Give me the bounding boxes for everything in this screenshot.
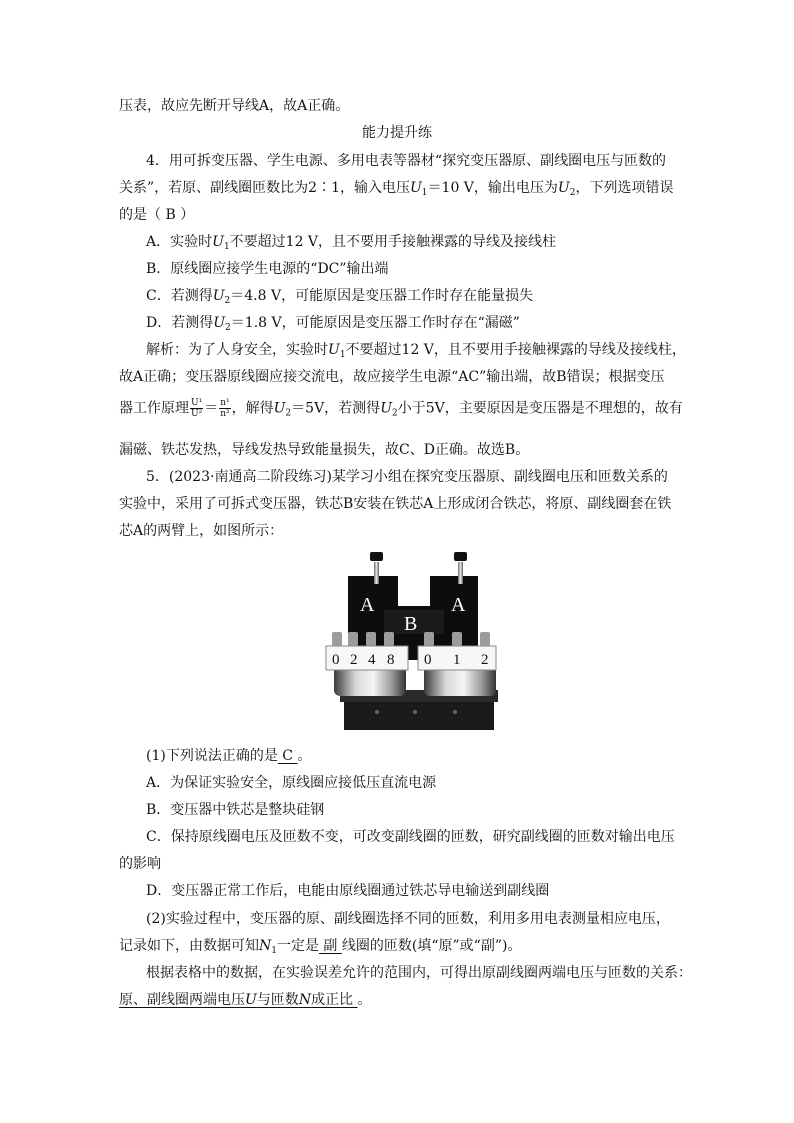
fraction-n: $\frac{\text{n¹}}{\text{n²}}$	[220, 398, 230, 419]
scale-number: 0	[332, 652, 340, 668]
core-label-b: B	[404, 613, 418, 635]
knob-icon	[454, 552, 467, 561]
question-4-line-2: 关系”，若原、副线圈匝数比为2∶1，输入电压$U_1=10$ V，输出电压为$U_2$，下列选项错误	[119, 180, 674, 198]
question-5-line-3: 芯A的两臂上，如图所示：	[119, 523, 284, 539]
section-heading: 能力提升练	[362, 125, 432, 141]
question-5-line-2: 实验中，采用了可拆式变压器，铁芯B安装在铁芯A上形成闭合铁芯，将原、副线圈套在铁	[119, 496, 672, 512]
transformer-figure	[320, 548, 500, 734]
question-4-line-3: 的是（ B ）	[119, 207, 195, 223]
scale-number: 1	[453, 652, 461, 668]
fraction-u: $\frac{\text{U¹}}{\text{U²}}$	[191, 398, 203, 419]
sub-option-c-line-2: 的影响	[119, 856, 161, 872]
analysis-line-1: 解析：为了人身安全，实验时$U_1$不要超过12 V，且不要用手接触裸露的导线及接线柱，	[146, 342, 686, 360]
scale-number: 2	[481, 652, 489, 668]
core-label-a-left: A	[360, 594, 375, 616]
sub-question-2-line-3: 根据表格中的数据，在实验误差允许的范围内，可得出原副线圈两端电压与匝数的关系：	[146, 965, 692, 981]
analysis-line-3: 器工作原理 $\frac{\text{U¹}}{\text{U²}}$ ＝ $\frac{\text{n¹}}{\text{n²}}$ ，解得$U_2=5V$，若测得$U_2$小于5V，主要原因是变压器是不理想的，故有	[119, 398, 683, 419]
knob-icon	[370, 552, 383, 561]
question-5-line-1: 5．(2023·南通高二阶段练习)某学习小组在探究变压器原、副线圈电压和匝数关系的	[146, 469, 668, 485]
scale-number: 2	[350, 652, 358, 668]
analysis-line-4: 漏磁、铁芯发热，导线发热导致能量损失，故C、D正确。故选B。	[119, 442, 530, 458]
sub-option-d: D．变压器正常工作后，电能由原线圈通过铁芯导电输送到副线圈	[146, 883, 550, 899]
sub-option-b: B．变压器中铁芯是整块硅钢	[146, 802, 325, 818]
sub-question-2-line-1: (2)实验过程中，变压器的原、副线圈选择不同的匝数，利用多用电表测量相应电压，	[146, 911, 670, 927]
sub-option-a: A．为保证实验安全，原线圈应接低压直流电源	[146, 775, 437, 791]
answer-blank: C	[277, 748, 298, 764]
answer-blank: 原、副线圈两端电压U与匝数N成正比	[119, 992, 358, 1008]
sub-question-1: (1)下列说法正确的是 C 。	[146, 748, 312, 764]
option-d: D．若测得$U_2=1.8$ V，可能原因是变压器工作时存在“漏磁”	[146, 315, 520, 333]
scale-number: 8	[387, 652, 395, 668]
option-b: B．原线圈应接学生电源的“DC”输出端	[146, 261, 389, 277]
text-line: 压表，故应先断开导线A，故A正确。	[119, 98, 350, 114]
scale-number: 4	[368, 652, 376, 668]
sub-question-2-line-2: 记录如下，由数据可知$N_1$一定是 副 线圈的匝数(填“原”或“副”)。	[119, 938, 522, 956]
scale-number: 0	[424, 652, 432, 668]
option-a: A．实验时$U_1$不要超过12 V，且不要用手接触裸露的导线及接线柱	[146, 234, 557, 252]
option-c: C．若测得$U_2=4.8$ V，可能原因是变压器工作时存在能量损失	[146, 288, 534, 306]
question-4-line-1: 4．用可拆变压器、学生电源、多用电表等器材“探究变压器原、副线圈电压与匝数的	[146, 153, 667, 169]
answer-blank: 副	[318, 938, 342, 954]
base	[344, 698, 494, 730]
analysis-line-2: 故A正确；变压器原线圈应接交流电，故应接学生电源“AC”输出端，故B错误；根据变压	[119, 369, 665, 385]
core-label-a-right: A	[451, 594, 466, 616]
sub-question-2-line-4: 原、副线圈两端电压U与匝数N成正比 。	[119, 992, 372, 1008]
sub-option-c-line-1: C．保持原线圈电压及匝数不变，可改变副线圈的匝数，研究副线圈的匝数对输出电压	[146, 829, 675, 845]
